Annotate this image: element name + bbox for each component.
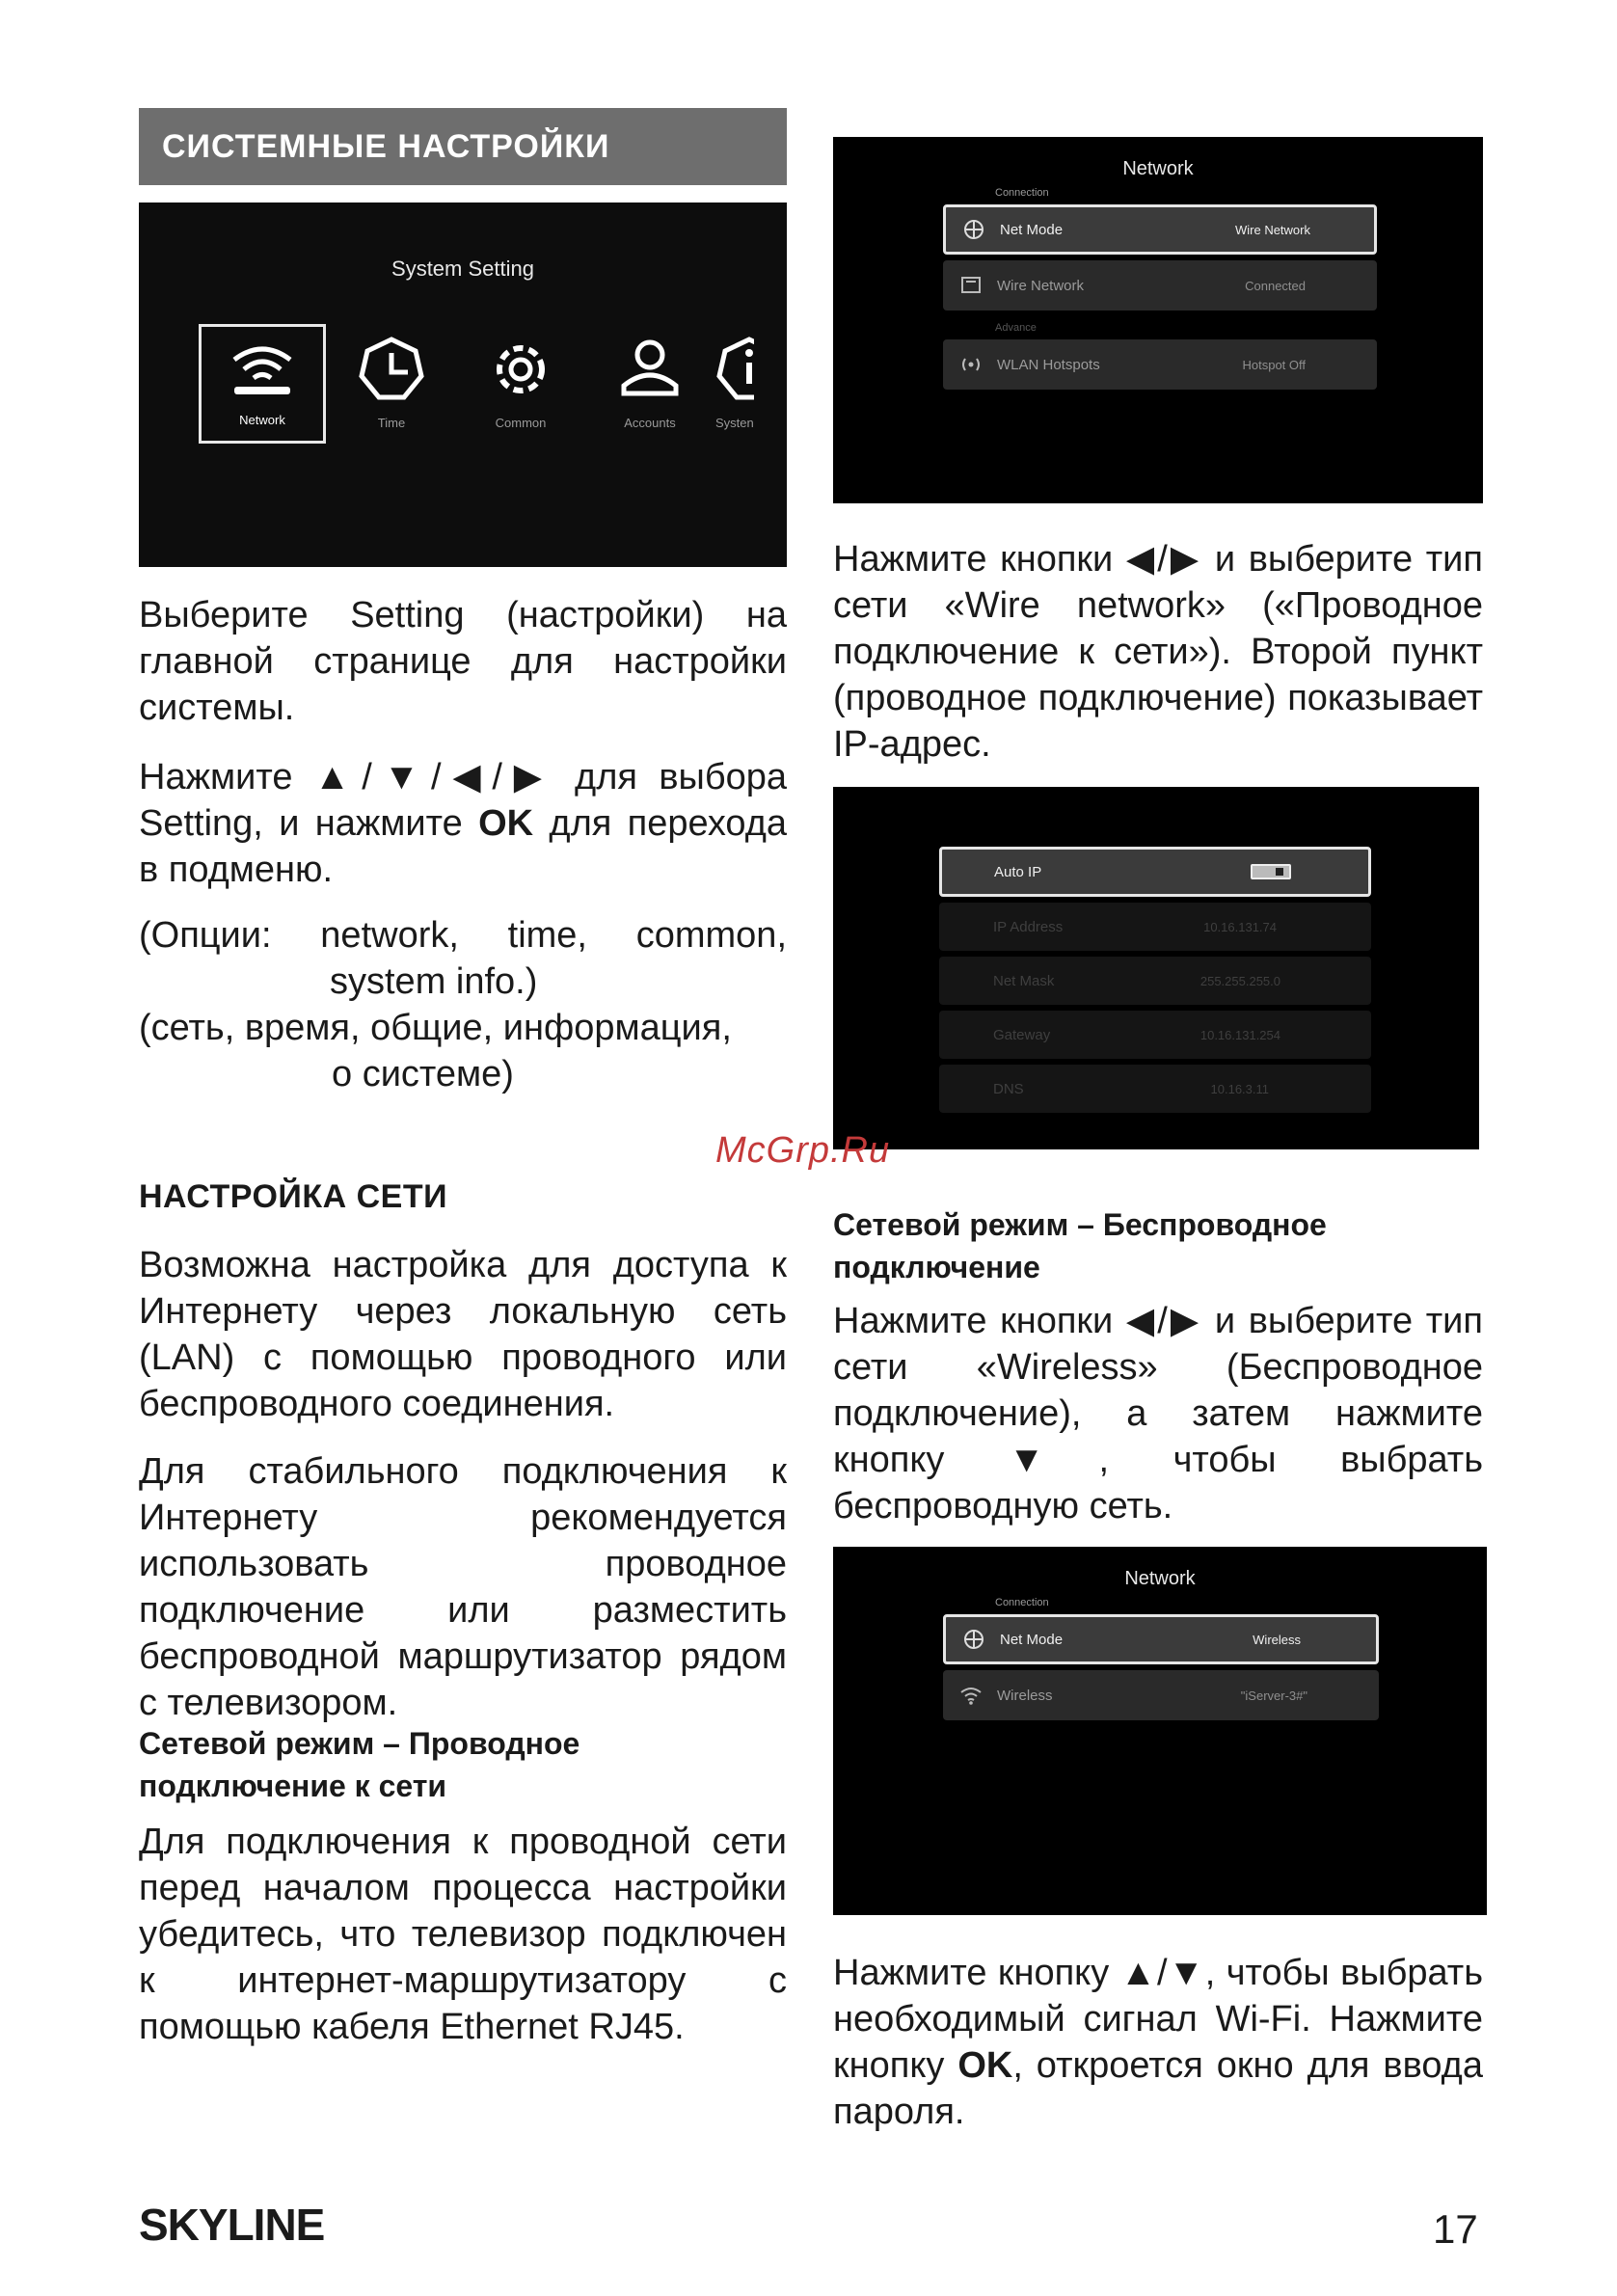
network-icon (227, 338, 298, 400)
row-value: 10.16.131.254 (1199, 1027, 1280, 1042)
tile-time[interactable] (328, 324, 455, 444)
row-label: DNS (993, 1080, 1024, 1097)
paragraph-select-setting: Выберите Setting (настройки) на главной странице для настройки системы. (139, 595, 787, 728)
row-value: Hotspot Off (1242, 357, 1306, 372)
row-label: WLAN Hotspots (997, 356, 1100, 373)
heading-wired-mode: Сетевой режим – Проводное подключение к сети (139, 1726, 580, 1803)
tile-network[interactable] (199, 324, 326, 444)
tile-label: Common (495, 416, 547, 430)
row-value: "iServer-3#" (1240, 1688, 1307, 1703)
paragraph-navigation (139, 754, 787, 893)
heading-network-setup: НАСТРОЙКА СЕТИ (139, 1178, 448, 1215)
options-line: (сеть, время, общие, информация, (139, 1008, 732, 1048)
row-label: Gateway (993, 1026, 1051, 1043)
network-screen-wireless (833, 1547, 1487, 1915)
system-setting-screen (139, 203, 787, 567)
options-line: о системе) (332, 1054, 514, 1094)
auto-ip-toggle[interactable] (1251, 864, 1291, 879)
tile-label: Systen (715, 416, 754, 430)
text: , откроется окно для ввода пароля. (833, 2045, 1483, 2132)
network-screen-wired (833, 137, 1483, 503)
row-label: IP Address (993, 918, 1064, 935)
advance-label: Advance (995, 322, 1037, 334)
info-icon (715, 336, 754, 403)
wifi-icon (958, 1685, 984, 1706)
ethernet-icon (958, 275, 984, 296)
options-line: (Опции: network, time, common, (139, 915, 787, 956)
row-value: Wire Network (1234, 222, 1310, 237)
row-label: Net Mask (993, 972, 1055, 989)
globe-icon (961, 1629, 986, 1650)
row-value: 255.255.255.0 (1199, 973, 1280, 988)
text: Нажмите ▲/▼/◀/▶ для выбора Setting, и нажмите (139, 757, 787, 844)
connection-label: Connection (995, 1597, 1049, 1608)
paragraph-options (139, 912, 795, 1097)
tile-label: Accounts (624, 416, 676, 430)
paragraph-network-intro: Возможна настройка для доступа к Интернету через локальную сеть (LAN) с помощью проводного или беспроводного соединения. (139, 1245, 787, 1424)
paragraph-stable-connection: Для стабильного подключения к Интернету рекомендуется использовать проводное подключение или разместить беспроводной маршрутизатор рядом с телевизором. (139, 1451, 787, 1723)
user-icon (616, 336, 684, 403)
wire-network-row[interactable] (943, 260, 1377, 311)
screen-title: Network (1124, 1568, 1196, 1589)
clock-icon (358, 336, 425, 403)
row-value: 10.16.131.74 (1203, 919, 1277, 934)
connection-label: Connection (995, 187, 1049, 199)
row-value: Connected (1245, 278, 1306, 293)
row-label: Wireless (997, 1687, 1053, 1704)
net-mode-row[interactable] (943, 1614, 1379, 1664)
paragraph-select-wifi (833, 1950, 1483, 2135)
globe-icon (961, 219, 986, 240)
gear-icon (487, 336, 554, 403)
text: Нажмите кнопку ▲/▼, чтобы выбрать необходимый сигнал Wi-Fi. Нажмите кнопку (833, 1953, 1483, 2086)
auto-ip-row[interactable] (939, 847, 1371, 897)
ip-settings-screen (833, 787, 1479, 1149)
options-line: system info.) (330, 961, 538, 1002)
watermark: McGrp.Ru (715, 1130, 891, 1171)
wlan-hotspots-row[interactable] (943, 339, 1377, 390)
row-label: Net Mode (1000, 221, 1064, 238)
tile-label: Time (377, 416, 406, 430)
net-mode-row[interactable] (943, 204, 1377, 255)
gateway-row (939, 1011, 1371, 1059)
screen-title: Network (1122, 158, 1194, 179)
ok-key: OK (478, 803, 534, 844)
tile-accounts[interactable] (586, 324, 714, 444)
page-number: 17 (1433, 2206, 1478, 2252)
brand-logo: SKYLINE (139, 2200, 325, 2250)
row-label: Wire Network (997, 277, 1085, 294)
paragraph-wireless-instructions: Нажмите кнопки ◀/▶ и выберите тип сети «Wireless» (Беспроводное подключение), а затем нажмите кнопку ▼, чтобы выбрать беспроводную сеть. (833, 1301, 1483, 1526)
ip-address-row (939, 903, 1371, 951)
text: для перехода в подменю. (139, 803, 787, 890)
tile-common[interactable] (457, 324, 584, 444)
dns-row (939, 1065, 1371, 1113)
net-mask-row (939, 957, 1371, 1005)
row-value: Wireless (1253, 1632, 1301, 1647)
paragraph-wire-network: Нажмите кнопки ◀/▶ и выберите тип сети «Wire network» («Проводное подключение к сети»). Второй пункт (проводное подключение) показывает IP-адрес. (833, 539, 1483, 765)
screen-title: System Setting (391, 257, 534, 281)
row-value: 10.16.3.11 (1210, 1081, 1269, 1096)
tile-system-info[interactable] (715, 324, 754, 444)
heading-wireless-mode: Сетевой режим – Беспроводное подключение (833, 1207, 1327, 1284)
section-banner: СИСТЕМНЫЕ НАСТРОЙКИ (139, 108, 787, 185)
row-label: Auto IP (994, 863, 1042, 880)
ok-key: OK (957, 2045, 1013, 2086)
paragraph-wired-instructions: Для подключения к проводной сети перед началом процесса настройки убедитесь, что телевизор подключен к интернет-маршрутизатору с помощью кабеля Ethernet RJ45. (139, 1822, 787, 2047)
row-label: Net Mode (1000, 1631, 1064, 1648)
wireless-network-row[interactable] (943, 1670, 1379, 1720)
tile-label: Network (239, 413, 285, 427)
hotspot-icon (958, 354, 984, 375)
